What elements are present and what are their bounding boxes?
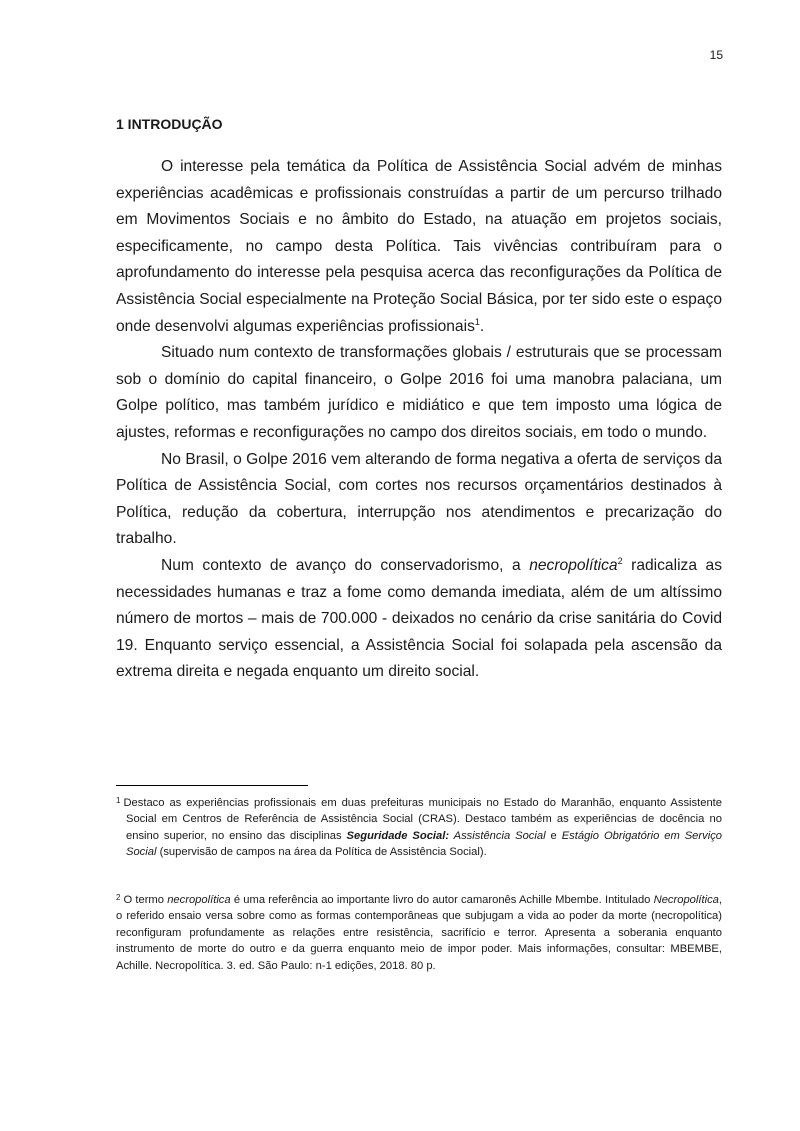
- paragraph-4-text: Num contexto de avanço do conservadorismo, a: [161, 556, 530, 574]
- necropolitica-term: necropolítica: [529, 556, 618, 574]
- footnote-2-term-2: Necropolítica: [653, 894, 719, 906]
- footnote-1-estagio: Estágio Obrigatório em Serviço Social: [126, 829, 723, 859]
- footnote-1-e: e: [545, 829, 562, 842]
- footnote-2-text-b: é uma referência ao importante livro do autor camaronês Achille Mbembe. Intitulado: [230, 894, 654, 906]
- paragraph-1-text: O interesse pela temática da Política de Assistência Social advém de minhas experiências acadêmicas e profissionais construídas a partir de um percurso trilhado em Movimentos Sociais e no âmbito do Estado, na atuação em projetos sociais, especificamente, no campo desta Política. Tais vivências contribuíram para o aprofundamento do interesse pela pesquisa acerca das reconfigurações da Política de Assistência Social especialmente na Proteção Social Básica, por ter sido este o espaço onde desenvolvi algumas experiências profissionais: [116, 158, 722, 335]
- paragraph-1-end: .: [479, 317, 485, 335]
- paragraph-3: No Brasil, o Golpe 2016 vem alterando de forma negativa a oferta de serviços da Política de Assistência Social, com cortes nos recursos orçamentários destinados à Política, redução da cobertura, interrupção nos atendimentos e precarização do trabalho.: [116, 450, 722, 548]
- footnote-1-mark: 1: [116, 796, 121, 805]
- footnote-separator: [116, 785, 308, 786]
- footnote-ref-1[interactable]: 1: [474, 316, 480, 327]
- footnote-2-mark: 2: [116, 893, 121, 902]
- page-number: 15: [709, 48, 723, 62]
- footnote-1-seguridade: Seguridade Social:: [346, 829, 450, 842]
- footnote-2: [116, 892, 722, 974]
- footnote-1: [116, 795, 722, 861]
- footnote-1-text: Destaco as experiências profissionais em duas prefeituras municipais no Estado do Maranhão, enquanto Assistente Social em Centros de Referência de Assistência Social (CRAS). Destaco também as experiências de docência no ensino superior, no ensino das disciplinas: [123, 797, 722, 842]
- body-text: [116, 154, 722, 686]
- footnote-1-assistencia: Assistência Social: [449, 829, 546, 842]
- paragraph-4: [116, 553, 722, 686]
- section-heading: 1 INTRODUÇÃO: [116, 116, 223, 132]
- footnote-2-text-c: , o referido ensaio versa sobre como as formas contemporâneas que subjugam a vida ao poder da morte (necropolítica) reconfiguram profundamente as relações entre resistência, sacrifício e terror. Apresenta a soberania enquanto instrumento de morte do outro e da guerra enquanto meio de impor poder. Mais informações, consultar: MBEMBE, Achille. Necropolítica. 3. ed. São Paulo: n-1 edições, 2018. 80 p.: [116, 894, 723, 972]
- footnote-1-end: (supervisão de campos na área da Política de Assistência Social).: [156, 846, 487, 859]
- footnote-ref-2[interactable]: 2: [617, 555, 623, 566]
- paragraph-4-end: radicaliza as necessidades humanas e traz a fome como demanda imediata, além de um altíssimo número de mortos – mais de 700.000 - deixados no cenário da crise sanitária do Covid 19. Enquanto serviço essencial, a Assistência Social foi solapada pela ascensão da extrema direita e negada enquanto um direito social.: [116, 556, 722, 681]
- footnote-2-text-a: O termo: [123, 894, 168, 906]
- paragraph-2: Situado num contexto de transformações globais / estruturais que se processam sob o domínio do capital financeiro, o Golpe 2016 foi uma manobra palaciana, um Golpe político, mas também jurídico e midiático e que tem imposto uma lógica de ajustes, reformas e reconfigurações no campo dos direitos sociais, em todo o mundo.: [116, 344, 722, 441]
- paragraph-1: [116, 154, 722, 340]
- footnote-2-term-1: necropolítica: [167, 894, 231, 906]
